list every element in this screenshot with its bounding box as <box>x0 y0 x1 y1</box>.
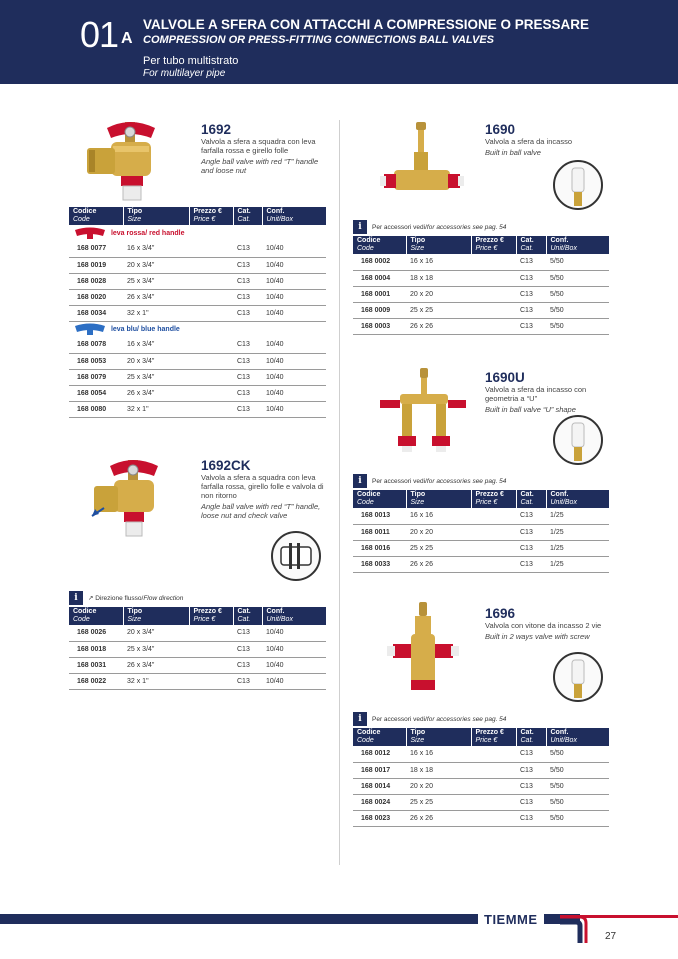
table-row: 168 0028 25 x 3/4" C13 10/40 <box>69 273 326 289</box>
product-code: 1692CK <box>201 458 251 473</box>
col-box: Conf. Unit/Box <box>262 207 326 225</box>
table-row: 168 0019 20 x 3/4" C13 10/40 <box>69 257 326 273</box>
col-box: Conf. Unit/Box <box>546 490 609 508</box>
product-code: 1690 <box>485 122 516 137</box>
table-row: 168 0004 18 x 18 C13 5/50 <box>353 270 609 286</box>
col-cat: Cat. Cat. <box>233 207 262 225</box>
group-row <box>69 321 326 337</box>
table-row: 168 0011 20 x 20 C13 1/25 <box>353 524 609 540</box>
table-row: 168 0026 20 x 3/4" C13 10/40 <box>69 625 326 641</box>
table-row: 168 0033 26 x 26 C13 1/25 <box>353 556 609 572</box>
page-title: VALVOLE A SFERA CON ATTACCHI A COMPRESSIONE O PRESSARE <box>143 17 590 32</box>
table-row: 168 0012 16 x 16 C13 5/50 <box>353 746 609 762</box>
col-size: Tipo Size <box>406 728 471 746</box>
info-icon: i <box>353 474 367 488</box>
accessories-note: i Per accessori vedi/ for accessories see pag. 54 <box>353 712 506 726</box>
col-code: Codice Code <box>353 490 406 508</box>
col-code: Codice Code <box>69 207 123 225</box>
check-valve-icon <box>273 533 319 579</box>
table-row: 168 0016 25 x 25 C13 1/25 <box>353 540 609 556</box>
table-row: 168 0031 26 x 3/4" C13 10/40 <box>69 657 326 673</box>
accessory-icon <box>555 417 601 463</box>
valve-1690-image <box>380 120 465 205</box>
product-1696 <box>485 606 610 641</box>
info-icon: i <box>69 591 83 605</box>
col-cat: Cat. Cat. <box>233 607 262 625</box>
table-row: 168 0053 20 x 3/4" C13 10/40 <box>69 353 326 369</box>
brand-logo: TIEMME <box>478 912 544 928</box>
red-handle-icon <box>73 227 107 239</box>
table-row: 168 0017 18 x 18 C13 5/50 <box>353 762 609 778</box>
table-1690u <box>353 490 609 573</box>
product-description-en: Built in ball valve <box>485 148 541 157</box>
valve-1692ck-image <box>90 458 185 540</box>
table-row: 168 0023 26 x 26 C13 5/50 <box>353 810 609 826</box>
table-row: 168 0020 26 x 3/4" C13 10/40 <box>69 289 326 305</box>
group-label-red: leva rossa/ red handle <box>110 229 185 237</box>
col-cat: Cat. Cat. <box>516 728 546 746</box>
table-1696 <box>353 728 609 827</box>
product-code: 1692 <box>201 122 232 137</box>
valve-1696-image <box>385 600 465 695</box>
product-description-it: Valvola a sfera a squadra con leva farfalla rossa, girello folle e valvola di non ritorno <box>201 473 324 500</box>
product-description-it: Valvola a sfera a squadra con leva farfalla rossa e girello folle <box>201 137 316 155</box>
product-1692ck <box>201 458 326 520</box>
product-description-en: Angle ball valve with red “T” handle, loose nut and check valve <box>201 502 321 520</box>
product-description-it: Valvola a sfera da incasso <box>485 137 572 146</box>
product-description-en: Built in 2 ways valve with screw <box>485 632 590 641</box>
table-row: 168 0077 16 x 3/4" C13 10/40 <box>69 241 326 257</box>
section-number: 01 <box>80 14 119 55</box>
info-icon: i <box>353 712 367 726</box>
table-row: 168 0024 25 x 25 C13 5/50 <box>353 794 609 810</box>
valve-1690u-image <box>378 364 468 454</box>
page-number: 27 <box>605 931 617 942</box>
col-code: Codice Code <box>353 728 406 746</box>
accessories-note: i Per accessori vedi/ for accessories see pag. 54 <box>353 474 506 488</box>
product-description-en: Angle ball valve with red “T” handle and loose nut <box>201 157 319 175</box>
product-1690u <box>485 370 610 414</box>
accessory-1696-image <box>553 652 603 702</box>
table-row: 168 0001 20 x 20 C13 5/50 <box>353 286 609 302</box>
product-code: 1690U <box>485 370 525 385</box>
table-row: 168 0079 25 x 3/4" C13 10/40 <box>69 369 326 385</box>
col-price: Prezzo € Price € <box>189 207 233 225</box>
product-code: 1696 <box>485 606 516 621</box>
column-divider <box>339 120 340 865</box>
table-1692 <box>69 207 326 418</box>
table-row: 168 0009 25 x 25 C13 5/50 <box>353 302 609 318</box>
col-box: Conf. Unit/Box <box>546 236 609 254</box>
footer-hook-icon <box>560 915 600 945</box>
table-row: 168 0018 25 x 3/4" C13 10/40 <box>69 641 326 657</box>
page-header <box>0 0 678 84</box>
flow-direction-note: i ↗ Direzione flusso/ Flow direction <box>69 591 183 605</box>
table-row: 168 0003 26 x 26 C13 5/50 <box>353 318 609 334</box>
pipe-type-en: For multilayer pipe <box>143 68 226 79</box>
accessory-1690u-image <box>553 415 603 465</box>
product-description-it: Valvola a sfera da incasso con geometria a “U” <box>485 385 587 403</box>
col-size: Tipo Size <box>123 607 189 625</box>
group-label-blue: leva blu/ blue handle <box>110 326 180 334</box>
accessories-note: i Per accessori vedi/ for accessories see pag. 54 <box>353 220 506 234</box>
accessory-1690-image <box>553 160 603 210</box>
table-row: 168 0034 32 x 1" C13 10/40 <box>69 305 326 321</box>
blue-handle-icon <box>73 323 107 335</box>
info-icon: i <box>353 220 367 234</box>
accessory-icon <box>555 162 601 208</box>
table-1690 <box>353 236 609 335</box>
col-size: Tipo Size <box>406 490 471 508</box>
col-price: Prezzo € Price € <box>471 490 516 508</box>
pipe-type: Per tubo multistrato <box>143 55 239 67</box>
valve-1692-image <box>85 120 180 202</box>
table-row: 168 0022 32 x 1" C13 10/40 <box>69 673 326 689</box>
product-1692 <box>201 122 321 175</box>
col-code: Codice Code <box>353 236 406 254</box>
page-subtitle: COMPRESSION OR PRESS-FITTING CONNECTIONS BALL VALVES <box>143 34 495 46</box>
col-cat: Cat. Cat. <box>516 490 546 508</box>
col-code: Codice Code <box>69 607 123 625</box>
table-row: 168 0013 16 x 16 C13 1/25 <box>353 508 609 524</box>
table-row: 168 0054 26 x 3/4" C13 10/40 <box>69 385 326 401</box>
col-box: Conf. Unit/Box <box>262 607 326 625</box>
table-row: 168 0080 32 x 1" C13 10/40 <box>69 401 326 417</box>
accessory-icon <box>555 654 601 700</box>
product-description-en: Built in ball valve “U” shape <box>485 405 576 414</box>
col-price: Prezzo € Price € <box>189 607 233 625</box>
col-size: Tipo Size <box>123 207 189 225</box>
table-row: 168 0078 16 x 3/4" C13 10/40 <box>69 337 326 353</box>
table-row: 168 0002 16 x 16 C13 5/50 <box>353 254 609 270</box>
group-row <box>69 225 326 241</box>
col-price: Prezzo € Price € <box>471 728 516 746</box>
col-box: Conf. Unit/Box <box>546 728 609 746</box>
col-price: Prezzo € Price € <box>471 236 516 254</box>
col-size: Tipo Size <box>406 236 471 254</box>
table-row: 168 0014 20 x 20 C13 5/50 <box>353 778 609 794</box>
product-description-it: Valvola con vitone da incasso 2 vie <box>485 621 602 630</box>
table-1692ck <box>69 607 326 690</box>
product-1690 <box>485 122 610 157</box>
check-valve-detail-image <box>271 531 321 581</box>
section-letter: A <box>121 30 133 47</box>
col-cat: Cat. Cat. <box>516 236 546 254</box>
